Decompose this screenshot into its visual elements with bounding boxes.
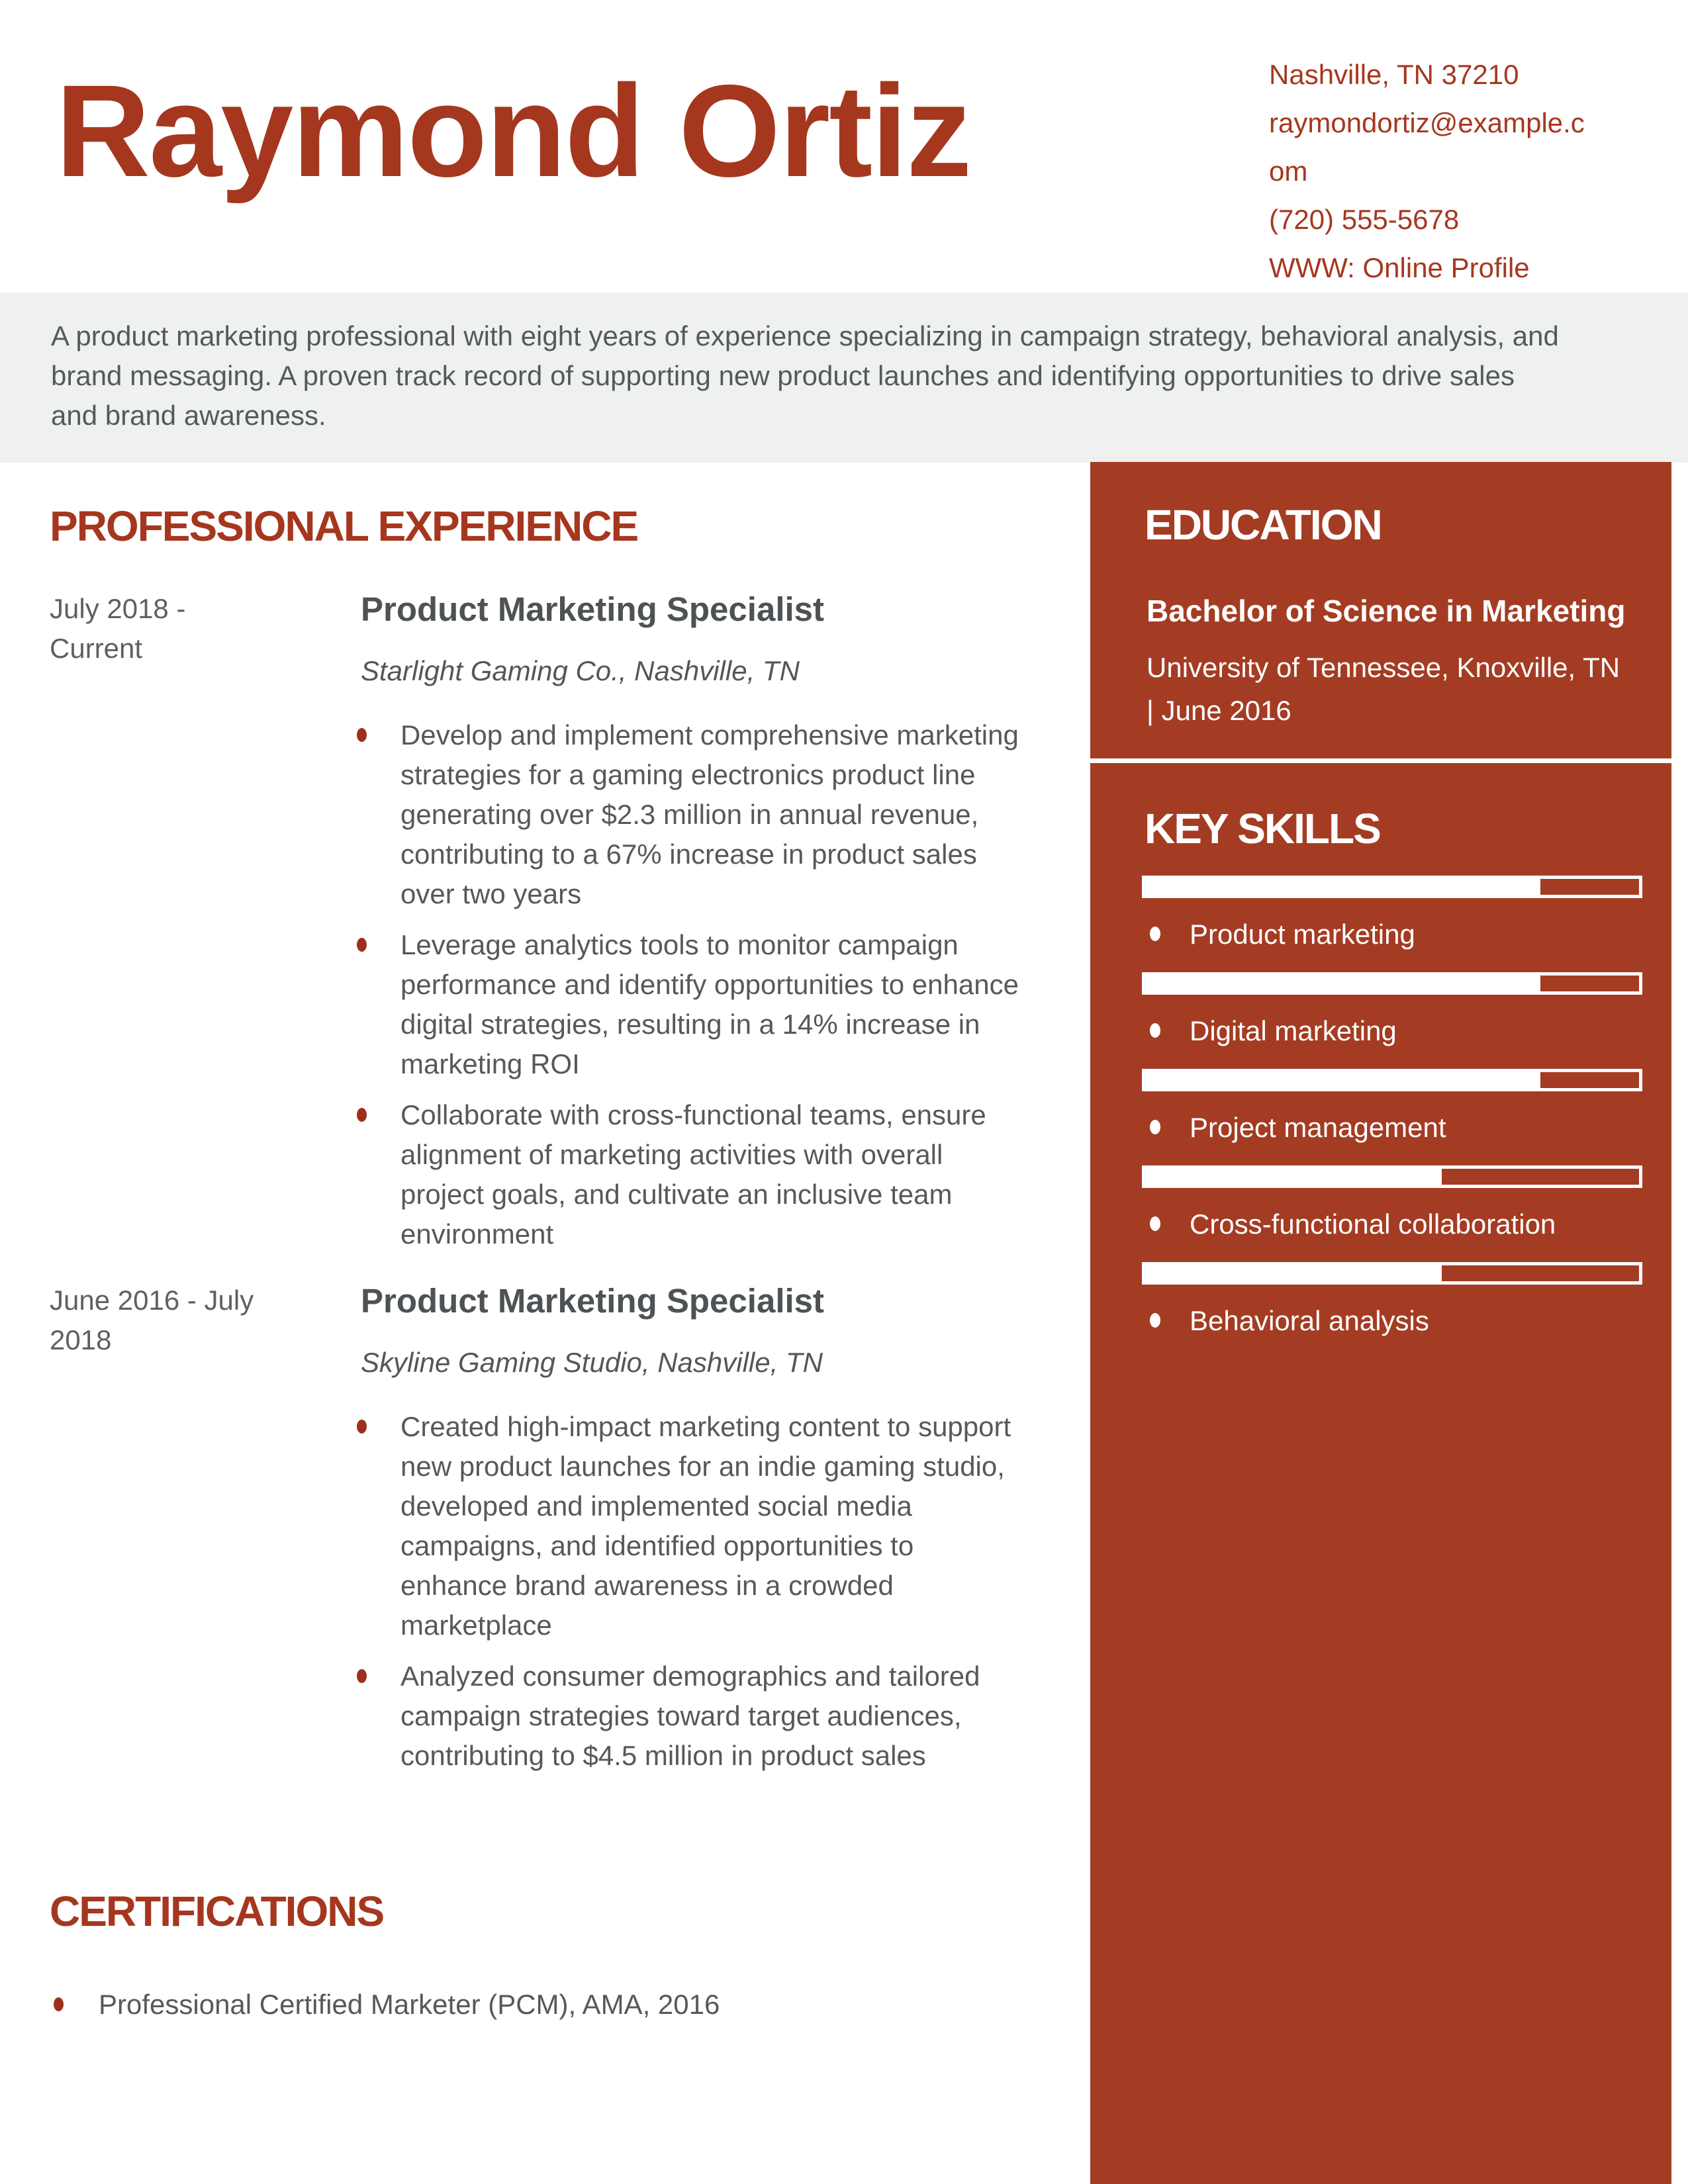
skill-level-fill [1145,976,1540,991]
certification-item [50,1985,986,2025]
skill-level-fill [1145,1265,1442,1281]
bullet-icon [357,728,367,742]
skill-level-fill [1145,879,1540,895]
skill-label: Cross-functional collaboration [1190,1208,1556,1240]
bullet-icon [357,1108,367,1122]
skill-item [1142,972,1642,1048]
skill-label: Behavioral analysis [1190,1305,1429,1336]
job-dates: June 2016 - July 2018 [50,1285,254,1355]
summary-band [0,293,1688,463]
job-dates: July 2018 - Current [50,593,186,664]
contact-website: WWW: Online Profile [1269,252,1530,283]
list-item [361,925,1029,1084]
skill-label-row [1142,1304,1642,1338]
list-item [361,1095,1029,1254]
bullet-text: Develop and implement comprehensive marketing strategies for a gaming electronics product line generating over $2.3 million in annual revenue, contributing to a 67% increase in product sales over two years [400,719,1019,909]
job-company: Skyline Gaming Studio, Nashville, TN [361,1347,823,1378]
education-school: University of Tennessee, Knoxville, TN | June 2016 [1147,652,1620,726]
skill-item [1142,1165,1642,1241]
contact-location: Nashville, TN 37210 [1269,59,1519,90]
bullet-icon [357,938,367,952]
education-heading: EDUCATION [1145,501,1382,549]
job-company: Starlight Gaming Co., Nashville, TN [361,655,800,686]
job-details-column [361,589,1029,1265]
job-details-column [361,1281,1029,1787]
sidebar [1090,462,1671,2184]
skill-level-bar [1142,1165,1642,1188]
job-entry [50,589,1029,1265]
bullet-icon [1150,927,1160,941]
education-degree: Bachelor of Science in Marketing [1147,594,1626,628]
skills-list [1142,876,1642,1359]
job-title: Product Marketing Specialist [361,590,825,628]
skill-item [1142,1069,1642,1144]
bullet-icon [1150,1023,1160,1038]
contact-block [1269,50,1600,292]
skill-label-row [1142,918,1642,951]
list-item [361,1657,1029,1776]
skill-label-row [1142,1208,1642,1241]
bullet-text: Leverage analytics tools to monitor campaign performance and identify opportunities to enhance digital strategies, resulting in a 14% increase in marketing ROI [400,929,1019,1079]
job-dates-column [50,589,361,1265]
skill-item [1142,876,1642,951]
bullet-icon [357,1669,367,1683]
bullet-text: Analyzed consumer demographics and tailored campaign strategies toward target audiences, contributing to $4.5 million in product sales [400,1661,980,1771]
list-item [361,715,1029,914]
certifications-heading: CERTIFICATIONS [50,1888,384,1935]
job-dates-column [50,1281,361,1787]
certification-text: Professional Certified Marketer (PCM), AMA, 2016 [99,1989,720,2020]
skill-label: Product marketing [1190,919,1415,950]
experience-heading: PROFESSIONAL EXPERIENCE [50,502,638,550]
skill-item [1142,1262,1642,1338]
contact-email: raymondortiz@example.com [1269,107,1585,187]
bullet-icon [1150,1216,1160,1231]
skill-level-bar [1142,1262,1642,1285]
contact-phone: (720) 555-5678 [1269,204,1460,235]
bullet-icon [1150,1313,1160,1328]
person-name: Raymond Ortiz [56,58,971,204]
job-title: Product Marketing Specialist [361,1282,825,1320]
skill-label-row [1142,1015,1642,1048]
skill-label-row [1142,1111,1642,1144]
skill-level-bar [1142,972,1642,995]
skill-level-fill [1145,1072,1540,1088]
summary-text: A product marketing professional with eight years of experience specializing in campaign strategy, behavioral analysis, and brand messaging. A proven track record of supporting new product launches and identifying opportunities to drive sales and brand awareness. [51,320,1559,431]
list-item [361,1407,1029,1645]
job-entry [50,1281,1029,1787]
sidebar-divider [1090,758,1671,763]
skills-heading: KEY SKILLS [1145,805,1380,852]
skill-label: Project management [1190,1112,1446,1143]
skill-level-bar [1142,876,1642,898]
bullet-icon [54,1997,64,2011]
skill-level-bar [1142,1069,1642,1091]
skill-label: Digital marketing [1190,1015,1397,1046]
bullet-text: Created high-impact marketing content to support new product launches for an indie gaming studio, developed and implemented social media campaigns, and identified opportunities to enhance brand awareness in a crowded marketplace [400,1411,1011,1641]
bullet-icon [357,1420,367,1433]
bullet-icon [1150,1120,1160,1134]
skill-level-fill [1145,1169,1442,1185]
bullet-text: Collaborate with cross-functional teams, ensure alignment of marketing activities with overall project goals, and cultivate an inclusive team environment [400,1099,986,1250]
